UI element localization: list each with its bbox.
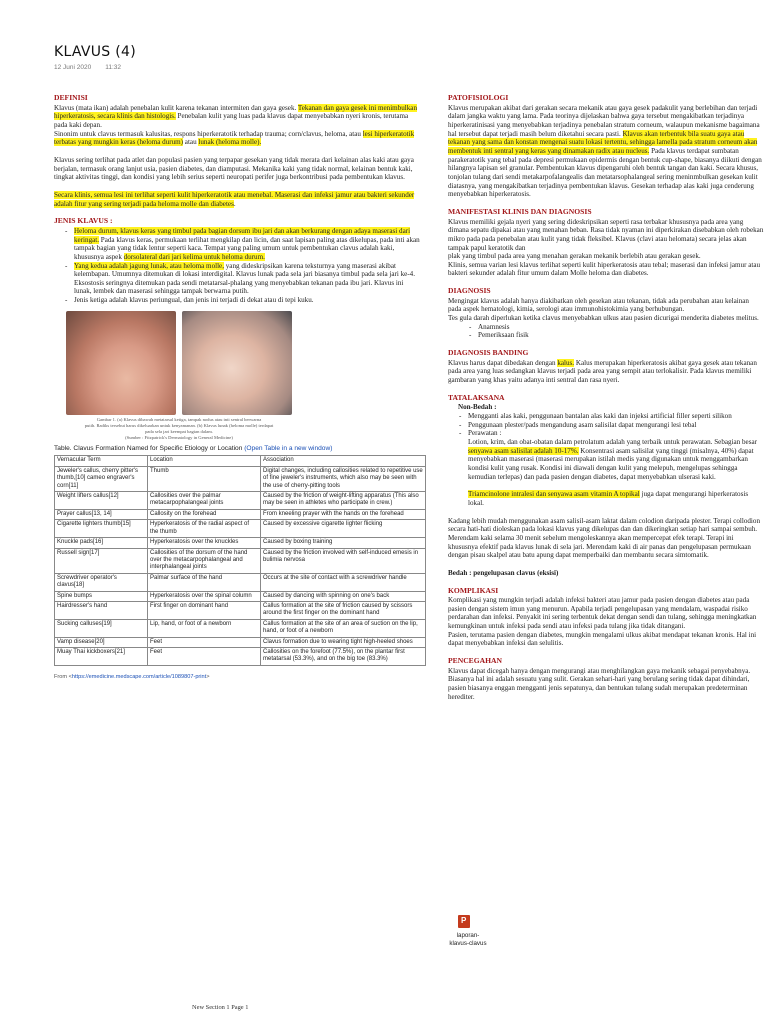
table-header-cell: Location <box>148 456 261 466</box>
table-cell: Hairdresser's hand <box>55 601 148 619</box>
clavus-photo-a <box>66 311 176 415</box>
list-item: - Perawatan : <box>468 429 764 438</box>
clavus-photo-b <box>182 311 292 415</box>
figure-caption: Gambar 1. (a) Klavus dibawah metatarsal ketiga, tampak nodus atau inti sentral berwarna putih. Radiks tersebut harus dikeluarkan untuk kenyamanan. (b) Klavus lunak (heloma molle) terdapat pada sela jari keempat bagian dalam. (Sumber : Fitzpatrick's Dermatology in General Medicine) <box>84 416 274 440</box>
heading-jenis-klavus: JENIS KLAVUS : <box>54 216 113 226</box>
heading-pencegahan: PENCEGAHAN <box>448 656 503 666</box>
table-title: Table. Clavus Formation Named for Specific Etiology or Location (Open Table in a new window) <box>54 444 333 452</box>
pencegahan-paragraph: Klavus dapat dicegah hanya dengan mengurangi atau menghilangkan gaya mekanik sebagai penyebabnya. Biasanya hal ini adalah sesuatu yang sulit. Gerakan sehari-hari yang berulang sering tidak dapat dihindari, pasien biasanya enggan mengganti jenis sepatunya, dan bentukan tulang sudah merupakan predeterminan herediter. <box>448 666 751 701</box>
table-cell: Prayer callus[13, 14] <box>55 509 148 519</box>
table-cell: Caused by dancing with spinning on one's back <box>261 591 426 601</box>
table-row <box>55 619 426 637</box>
definisi-paragraph-1: Klavus (mata ikan) adalah penebalan kulit karena tekanan intermiten dan gaya gesek. Tekanan dan gaya gesek ini menimbulkan hiperkeratosis, secara klinis dan histologis. Penebalan kulit yang luas pada klavus dapat menyebabkan nyeri kronis, terutama pada kaki depan. Sinonim untuk clavus termasuk kalusitas, respons hiperkeratotik terhadap trauma; corn/clavus, heloma, atau lesi hiperkeratotik terbatas yang mungkin keras (heloma durum) atau lunak (heloma molle). <box>54 103 417 147</box>
diagnosis-list <box>448 323 764 340</box>
non-bedah-label: Non-Bedah : <box>458 403 497 412</box>
patofisiologi-paragraph: Klavus merupakan akibat dari gerakan secara mekanik atau gaya gesek padakulit yang berlebihan dan terjadi dalam jangka waktu yang lama. Pada teorinya dijelaskan bahwa gaya tersebut mengakibatkan terjadinya hiperkeratinisasi yang menyebabkan terjadinya penebalan stratum corneum, walaupun mekanisme bagaimana hal tersebut dapat terjadi masih belum diketahui secara pasti. Klavus akan terbentuk bila suatu gaya atau tekanan yang sama dan konstan mengenai suatu lokasi tertentu, sehingga lamella pada stratum corneum akan membentuk inti sentral yang keras yang dinamakan radix atau nucleus. Pada klavus terdapat sumbatan parakeratotik yang tebal pada depresi permukaan epidermis dengan bentuk cup-shape, biasanya diikuti dengan hilangnya lapisan sel granular. Pembentukan klavus dipengaruhi oleh bentuk tangan dan kaki. Secara khusus, tonjolan tulang dari sendi metakarpofalangealis dan metatarsophalangeal sering meninmbulkan gesekan kulit diatasnya, yang mengakibatkan terjadinya pembentukan klavus. Gesekan terhadap alas kaki juga cenderung menyebabkan hiperkeratosis. <box>448 103 762 199</box>
page-time: 11:32 <box>105 64 122 71</box>
table-cell: Digital changes, including callosities related to repetitive use of fine jeweler's instruments, which also may be seen with the use of cherry-pitting tools <box>261 466 426 491</box>
page-meta <box>54 64 135 71</box>
table-cell: Callosities over the palmar metacarpophalangeal joints <box>148 492 261 510</box>
table-row <box>55 520 426 538</box>
table-row <box>55 591 426 601</box>
table-cell: From kneeling prayer with the hands on the forehead <box>261 509 426 519</box>
list-item: - Penggunaan plester/pads mengandung asam salisilat dapat mengurangi lesi tebal <box>468 421 764 430</box>
heading-diagnosis: DIAGNOSIS <box>448 286 491 296</box>
table-row <box>55 509 426 519</box>
kadang-paragraph: Kadang lebih mudah menggunakan asam salisil-asam laktat dalam colodion daripada plester. Terapi collodion secara hati-hati dioleskan pada lokasi klavus yang dikelupas dan dan dikeringkan setiap hari sampai sembuh. Merendam kaki selama 30 menit sebelum mengoleskannya akan mempercepat efek terapi. Terapi ini khususnya efektif pada klavus lunak di sela jari. Merendam kaki di air panas dan pengelupasan permukaan dengan pisau skalpel atau batu apung dapat memperbaiki dan membantu secara simtomatik. <box>448 516 760 560</box>
triamcinolone-paragraph: Triamcinolone intralesi dan senyawa asam vitamin A topikal juga dapat mengurangi hiperkeratosis lokal. <box>468 490 749 507</box>
table-cell: Caused by the friction involved with self-induced emesis in bulimia nervosa <box>261 548 426 573</box>
table-row <box>55 573 426 591</box>
table-cell: Spine bumps <box>55 591 148 601</box>
heading-diagnosis-banding: DIAGNOSIS BANDING <box>448 348 529 358</box>
table-cell: Callosities of the dorsum of the hand over the metacarpophalangeal and interphalangeal joints <box>148 548 261 573</box>
heading-definisi: DEFINISI <box>54 93 88 102</box>
table-row <box>55 647 426 665</box>
table-cell: Thumb <box>148 466 261 491</box>
table-cell: Knuckle pads[16] <box>55 538 148 548</box>
table-cell: Lip, hand, or foot of a newborn <box>148 619 261 637</box>
table-cell: Feet <box>148 637 261 647</box>
source-link[interactable]: https://emedicine.medscape.com/article/1089807-print <box>71 673 207 680</box>
table-cell: Caused by excessive cigarette lighter flicking <box>261 520 426 538</box>
perawatan-paragraph: Lotion, krim, dan obat-obatan dalam petrolatum adalah yang terbaik untuk perawatan. Sebagian besar senyawa asam salisilat adalah 10-17%. Konsentrasi asam salisilat yang tinggi (misalnya, 40%) dapat menyebabkan maserasi (maserasi merupakan istilah medis yang digunakan untuk menggambarkan kondisi kulit yang rusak. Kondisi ini diawali dengan kulit yang melepuh, mengelupas sehingga kemudian terlepas) dan pada pasien dengan diabetes, dapat menyebabkan ulserasi kaki. <box>468 437 757 481</box>
source-reference: From <https://emedicine.medscape.com/article/1089807-print> <box>54 673 210 680</box>
table-cell: Occurs at the site of contact with a screwdriver handle <box>261 573 426 591</box>
page-footer: New Section 1 Page 1 <box>192 1004 249 1011</box>
bedah-label: Bedah : pengelupasan clavus (eksisi) <box>448 568 559 577</box>
definisi-paragraph-3: Secara klinis, semua lesi ini terlihat seperti kulit hiperkeratotik atau menebal. Maserasi dan infeksi jamur atau bakteri sekunder adalah fitur yang sering terjadi pada heloma molle dan diabetes. <box>54 190 415 208</box>
table-cell: Screwdriver operator's clavus[18] <box>55 573 148 591</box>
table-cell: Palmar surface of the hand <box>148 573 261 591</box>
left-column <box>54 94 422 681</box>
table-row <box>55 601 426 619</box>
table-cell: Callosity on the forehead <box>148 509 261 519</box>
table-cell: Muay Thai kickboxers[21] <box>55 647 148 665</box>
diagnosis-paragraph: Mengingat klavus adalah hanya diakibatkan oleh gesekan atau tekanan, tidak ada perubahan atau kelainan pada aspek hematologi, kimia, serologi atau immunohistokimia yang berhubungan. Tes gula darah diperlukan ketika clavus menyebabkan ulkus atau pasien dicurigai menderita diabetes melitus. <box>448 296 759 323</box>
heading-patofisiologi: PATOFISIOLOGI <box>448 93 509 102</box>
banding-paragraph: Klavus harus dapat dibedakan dengan kalus. Kalus merupakan hiperkeratosis akibat gaya gesek atau tekanan pada area yang luas sedangkan klavus terjadi pada area yang sempit atau terlokalisir. Pada klavus memiliki gambaran yang khas yaitu adanya inti sentral dan rasa nyeri. <box>448 358 757 385</box>
table-cell: Jeweler's callus, cherry pitter's thumb,[10] cameo engraver's corn[11] <box>55 466 148 491</box>
table-cell: Caused by the friction of weight-lifting apparatus (This also may be seen in athletes who participate in crew.) <box>261 492 426 510</box>
powerpoint-file-icon <box>458 915 470 928</box>
list-item: - Heloma durum, klavus keras yang timbul pada bagian dorsum ibu jari dan akan berkurang dengan adaya maserasi dari keringat. Pada klavus keras, permukaan terlihat mengkilap dan licin, dan saat lapisan paling atas dikelupas, pada inti akan tampak bagian yang tidak lentur seperti kaca. Tempat yang paling umum untuk pembentukan clavus adalah kaki, khususnya aspek dorsolateral dari jari kelima untuk heloma durum. <box>74 227 422 262</box>
clavus-figure <box>66 311 292 441</box>
tatalaksana-list <box>448 412 764 438</box>
table-cell: Russell sign[17] <box>55 548 148 573</box>
definisi-paragraph-2: Klavus sering terlihat pada atlet dan populasi pasien yang terpapar gesekan yang tidak merata dari kelainan alas kaki atau gaya berjalan, termasuk orang lanjut usia, pasien diabetes, dan diamputasi. Mekanika kaki yang tidak normal, kelainan bentuk kaki, tingkat aktivitas tinggi, dan kondisi yang lebih serius seperti neuropati perifer juga berkontribusi pada pembentukan klavus. <box>54 155 414 182</box>
table-cell: Cigarette lighters thumb[15] <box>55 520 148 538</box>
table-cell: Vamp disease[20] <box>55 637 148 647</box>
clavus-table <box>54 455 426 665</box>
table-cell: Clavus formation due to wearing tight high-heeled shoes <box>261 637 426 647</box>
page-title: KLAVUS (4) <box>54 44 136 60</box>
list-item: - Yang kedua adalah jagung lunak, atau heloma molle, yang dideskripsikan karena teksturnya yang maserasi akibat kelembapan. Umumnya ditemukan di lokasi interdigital. Klavus lunak pada sela jari biasanya timbul pada sela jari ke-4. Eksostosis seringnya ditemukan pada sendi metatarsal-phalang yang menyebabkan tekanan pada ibu jari. Klavus ini lunak, lembek dan maserasi sehingga tampak berwarna putih. <box>74 262 422 297</box>
table-row <box>55 492 426 510</box>
heading-manifestasi: MANIFESTASI KLINIS DAN DIAGNOSIS <box>448 206 592 216</box>
page-date: 12 Juni 2020 <box>54 64 92 71</box>
open-table-link[interactable]: (Open Table in a new window) <box>244 444 333 452</box>
table-header-cell: Vernacular Term <box>55 456 148 466</box>
heading-tatalaksana: TATALAKSANA <box>448 392 505 402</box>
list-item: - Jenis ketiga adalah klavus periungual, dan jenis ini terjadi di dekat atau di tepi kuku. <box>74 296 422 305</box>
table-cell: Weight lifters callus[12] <box>55 492 148 510</box>
table-header-cell: Association <box>261 456 426 466</box>
list-item: - Anamnesis <box>478 323 764 332</box>
table-header-row <box>55 456 426 466</box>
table-cell: Feet <box>148 647 261 665</box>
komplikasi-paragraph: Komplikasi yang mungkin terjadi adalah infeksi bakteri atau jamur pada pasien dengan diabetes atau pada pasien dengan sistem imun yang menurun. Apabila terjadi pengelupasan yang mendalam, waspadai risiko perdarahan dan infeksi. Penyakit ini sering terbentuk dekat dengan sendi dan tulang, sehingga meningkatkan kemungkinan untuk infeksi pada sendi atau infeksi pada tulang jika tidak ditangani. Pasien, terutama pasien dengan diabetes, mungkin mengalami ulkus akibat mendapat tekanan kronis. Hal ini dapat menyebabkan infeksi dan selulitis. <box>448 596 757 648</box>
table-cell: Callus formation at the site of an area of suction on the lip, hand, or foot of a newborn <box>261 619 426 637</box>
list-item: - Pemeriksaan fisik <box>478 331 764 340</box>
attachment-name: laporan-klavus-clavus <box>449 932 487 947</box>
right-column <box>448 94 764 710</box>
table-row <box>55 538 426 548</box>
table-row <box>55 637 426 647</box>
table-cell: Callosities on the forefoot (77.5%), on the plantar first metatarsal (53.3%), and on the big toe (83.3%) <box>261 647 426 665</box>
table-cell: Hyperkeratosis of the radial aspect of the thumb <box>148 520 261 538</box>
manifestasi-paragraph: Klavus memiliki gejala nyeri yang sering dideskripsikan seperti rasa terbakar khususnya pada area yang dimana sepatu dipakai atau yang menahan beban. Rasa tidak nyaman ini diperkirakan disebabkan oleh robekan mikro pada pada penebalan atau kulit yang tidak fleksibel. Klavus (clavi atau helomata) secara jelas akan tampak papul keratotik dan plak yang timbul pada area yang menahan gerakan mekanik berlebih atau gerakan gesek. Klinis, semua varian lesi klavus terlihat seperti kulit hiperkeratosis atau tebal; maserasi dan infeksi jamur atau bakteri sekunder adalah fitur umum dalam Molle heloma dan diabetes. <box>448 217 764 278</box>
table-cell: Sucking calluses[19] <box>55 619 148 637</box>
table-cell: Hyperkeratosis over the spinal column <box>148 591 261 601</box>
heading-komplikasi: KOMPLIKASI <box>448 585 499 595</box>
table-cell: Caused by boxing training <box>261 538 426 548</box>
jenis-list <box>54 227 422 305</box>
list-item: - Mengganti alas kaki, penggunaan bantalan alas kaki dan injeksi artificial filler seperti silikon <box>468 412 764 421</box>
table-cell: Hyperkeratosis over the knuckles <box>148 538 261 548</box>
table-row <box>55 548 426 573</box>
attachment-file[interactable] <box>448 915 488 948</box>
table-cell: First finger on dominant hand <box>148 601 261 619</box>
table-cell: Callus formation at the site of friction caused by scissors around the first finger on the dominant hand <box>261 601 426 619</box>
table-row <box>55 466 426 491</box>
